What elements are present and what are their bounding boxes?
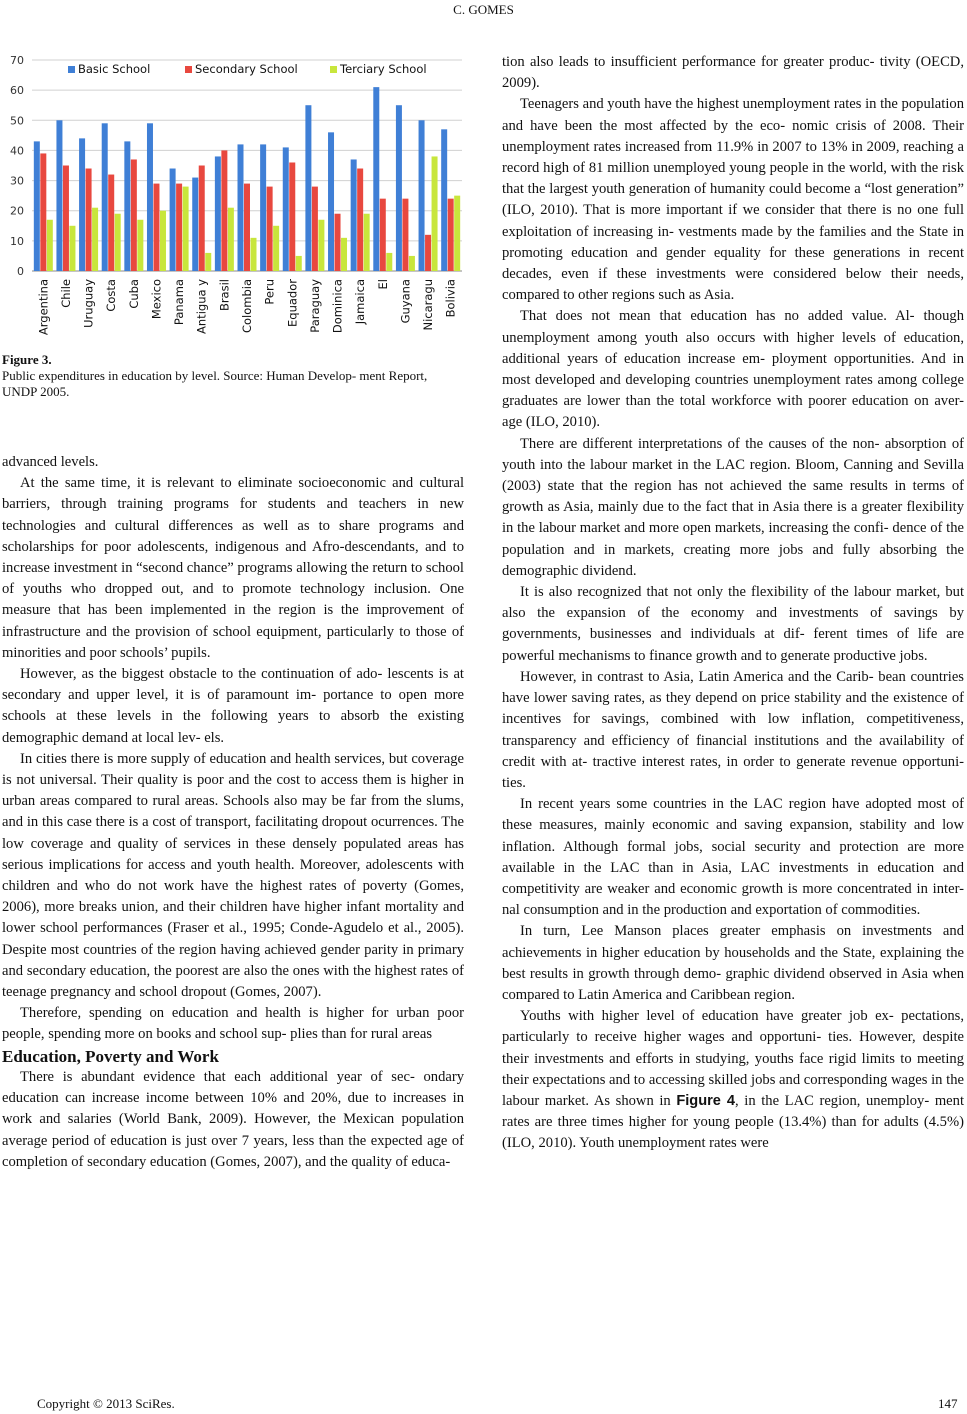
paragraph: There are different interpretations of the causes of the non- absorption of youth into the labour market in the LAC region. Bloom, Canning and Sevilla (2003) state that the region has not achieved the same results in terms of growth as Asia, mainly due to the fact that in Asia there is a greater flexibility in the labour market and more open markets, increasing the confi- dence of the population and in markets, creating more jobs and fully absorbing the demographic dividend.: [502, 435, 964, 579]
x-tick-label: Mexico: [149, 279, 164, 320]
bar: [56, 120, 62, 271]
bar: [40, 153, 46, 271]
x-tick-label: El: [375, 279, 390, 290]
bar: [260, 144, 266, 271]
bar: [86, 169, 92, 271]
bar: [69, 226, 75, 271]
x-tick-label: Bolivia: [443, 279, 458, 318]
x-tick-label: Jamaica: [353, 279, 368, 325]
bar: [251, 238, 257, 271]
paragraph: At the same time, it is relevant to eliminate socioeconomic and cultural barriers, through training programs for students and teachers in new technologies and cultural differences as well as to share programs and scholarships for poor adolescents, indigenous and Afro-descendants, and to increase investment in “second chance” programs allowing the return to school of youths who dropped out, and to promote technology inclusion. One measure that has been implemented in the region is the improvement of infrastructure and the provision of school equipment, particularly to those of minorities and poor schools’ pupils.: [2, 475, 464, 661]
x-tick-label: Costa: [104, 279, 119, 312]
bar: [147, 123, 153, 271]
bar: [244, 184, 250, 271]
x-tick-label: Dominica: [330, 279, 345, 334]
y-tick-label: 70: [10, 54, 24, 67]
bar: [432, 156, 438, 271]
bar: [153, 184, 159, 271]
paragraph-text: , in the LAC region, unemploy- ment rates are three times higher for young people (13.4%) than for adults (4.5%) (ILO, 2010). Youth unemployment rates were: [502, 1092, 964, 1152]
x-tick-label: Chile: [58, 279, 73, 308]
paragraph: Teenagers and youth have the highest unemployment rates in the population and have been the most affected by the eco- nomic crisis of 2008. Their unemployment rates increased from 11.9% in 2007 to 13% in 2009, reaching a record high of 81 million unemployed young people in the world, with the risk that the largest youth generation of humanity could become a “lost generation” (ILO, 2010). That is more important if we consider that there is no one full exploitation of increasing in- vestments made by the families and the State in promoting education and gender equality for these generations in recent decades, even if these investments were considered below their needs, compared to other regions such as Asia.: [502, 96, 964, 304]
y-tick-label: 50: [10, 114, 24, 128]
x-tick-label: Guyana: [398, 279, 413, 324]
x-tick-label: Antigua y: [194, 279, 209, 334]
bar: [441, 129, 447, 271]
y-tick-label: 40: [10, 144, 24, 158]
bar: [267, 187, 273, 271]
bar: [402, 199, 408, 271]
paragraph-text: Youths with higher level of education have greater job ex- pectations, particularly to receive higher wages and opportuni- ties. However, despite their investments and efforts in studying, youths face rigid limits to meeting their expectations and to accessing skilled jobs and corresponding wages in the labour market. As shown in: [502, 1008, 964, 1109]
bar: [124, 141, 130, 271]
bar: [386, 253, 392, 271]
bar: [289, 162, 295, 271]
left-column: [2, 452, 464, 1173]
bar: [318, 220, 324, 271]
bar: [364, 214, 370, 271]
paragraph: [502, 1006, 964, 1154]
paragraph: tion also leads to insufficient performance for greater produc- tivity (OECD, 2009).: [502, 54, 964, 92]
bar: [419, 120, 425, 271]
bar: [79, 138, 85, 271]
bar: [47, 220, 53, 271]
legend-label: Basic School: [78, 62, 151, 76]
bar: [448, 199, 454, 271]
bar: [137, 220, 143, 271]
bar: [205, 253, 211, 271]
bar: [160, 211, 166, 271]
right-column: [502, 52, 964, 1155]
paragraph: In cities there is more supply of education and health services, but coverage is not universal. Their quality is poor and the cost to access them is higher in urban areas compared to rural areas. Schools also may be far from the slums, and in this case there is a cost of transport, facilitating dropout ocurrences. The low coverage and quality of services in these densely populated areas has serious implications for access and youth health. Moreover, adolescents with children and who do not work have the highest rates of poverty (Gomes, 2006), more breaks union, and their children have higher infant mortality and lower school performances (Fraser et al., 1995; Conde-Agudelo et al., 2005). Despite most countries of the region having achieved gender parity in primary and secondary education, the poorest are also the ones with the highest rates of teenage pregnancy and school dropout (Gomes, 2007).: [2, 750, 464, 1001]
bar: [380, 199, 386, 271]
paragraph: However, as the biggest obstacle to the continuation of ado- lescents is at secondary and upper level, it is of paramount im- portance to open more schools at these levels in the following years to absorb the existing demographic demand at local lev- els.: [2, 666, 464, 746]
x-tick-label: Nicaragu: [421, 279, 436, 331]
x-tick-label: Peru: [262, 279, 277, 305]
bar: [192, 178, 198, 271]
y-tick-label: 10: [10, 234, 24, 248]
y-tick-label: 0: [17, 265, 24, 278]
legend-label: Terciary School: [340, 62, 427, 76]
bar: [115, 214, 121, 271]
bar-chart: [0, 52, 466, 348]
bar: [373, 87, 379, 271]
bar: [283, 147, 289, 271]
chart-svg: [0, 52, 466, 348]
figure-label: Figure 3.: [2, 352, 52, 367]
bar: [396, 105, 402, 271]
paragraph: In turn, Lee Manson places greater emphasis on investments and achievements in higher education by households and the State, explaining the best results in growth through demo- graphic dividend observed in Asia when compared to Latin America and Caribbean region.: [502, 923, 964, 1003]
bar: [409, 256, 415, 271]
bar: [92, 208, 98, 271]
paragraph: It is also recognized that not only the flexibility of the labour market, but also the expansion of the economy and investments of savings by governments, businesses and individuals at dif- ferent times of life are powerful mechanisms to finance growth and to generate productive jobs.: [502, 584, 964, 664]
figure-caption-text: Public expenditures in education by level. Source: Human Develop- ment Report, UNDP 2005.: [2, 368, 428, 399]
paragraph: That does not mean that education has no added value. Al- though unemployment among youth also occurs with higher levels of education, additional years of education increase em- ployment opportunities. And in most developed and developing countries unemployment rates among college graduates are lower than the total workforce with poorer education on aver- age (ILO, 2010).: [502, 308, 964, 431]
bar: [170, 169, 176, 271]
bar: [296, 256, 302, 271]
bar: [335, 214, 341, 271]
legend-swatch: [68, 66, 75, 73]
bar: [183, 187, 189, 271]
bar: [312, 187, 318, 271]
y-tick-label: 20: [10, 204, 24, 218]
bar: [63, 166, 69, 272]
bar: [34, 141, 40, 271]
bar: [102, 123, 108, 271]
x-tick-label: Uruguay: [81, 279, 96, 328]
bar: [108, 175, 114, 271]
figure-4-link[interactable]: Figure 4: [676, 1092, 736, 1109]
paragraph: advanced levels.: [2, 454, 99, 470]
bar: [273, 226, 279, 271]
y-tick-label: 60: [10, 84, 24, 98]
paragraph: However, in contrast to Asia, Latin America and the Carib- bean countries have lower saving rates, as they depend on price stability and the existence of incentives for savings, combined with low inflation, competitiveness, transparency and efficiency of financial institutions and the availability of credit with at- tractive interest rates, in order to generate revenue opportuni- ties.: [502, 668, 964, 791]
x-tick-label: Argentina: [36, 279, 51, 336]
x-tick-label: Equador: [285, 279, 300, 327]
bar: [328, 132, 334, 271]
bar: [199, 166, 205, 272]
bar: [176, 184, 182, 271]
bar: [341, 238, 347, 271]
page-number: 147: [938, 1396, 958, 1411]
x-tick-label: Brasil: [217, 279, 232, 312]
x-tick-label: Paraguay: [307, 279, 322, 333]
bar: [454, 196, 460, 271]
legend-swatch: [330, 66, 337, 73]
bar: [425, 235, 431, 271]
bar: [131, 159, 137, 271]
bar: [305, 105, 311, 271]
x-tick-label: Panama: [172, 279, 187, 326]
running-head: C. GOMES: [453, 2, 514, 17]
x-tick-label: Colombia: [240, 279, 254, 334]
bar: [357, 169, 363, 271]
copyright: Copyright © 2013 SciRes.: [37, 1396, 175, 1411]
section-heading: Education, Poverty and Work: [2, 1046, 219, 1066]
legend-swatch: [185, 66, 192, 73]
x-tick-label: Cuba: [126, 279, 141, 309]
bar: [228, 208, 234, 271]
bar: [221, 150, 227, 271]
y-tick-label: 30: [10, 174, 24, 188]
paragraph: Therefore, spending on education and health is higher for urban poor people, spending more on books and school sup- plies than for rural areas: [2, 1005, 464, 1043]
bar: [238, 144, 244, 271]
paragraph: In recent years some countries in the LAC region have adopted most of these measures, mainly economic and saving expansion, stability and low inflation. Although formal jobs, social security and protection are more available in the LAC than in Asia, LAC investments in education and competitivity are weaker and economic growth is more concentrated in inter- nal consumption and in the production and exportation of commodities.: [502, 796, 964, 919]
bar: [351, 159, 357, 271]
legend-label: Secondary School: [195, 62, 298, 76]
figure-caption: [2, 352, 464, 400]
bar: [215, 156, 221, 271]
paragraph: There is abundant evidence that each additional year of sec- ondary education can increase income between 10% and 20%, due to increases in work and salaries (World Bank, 2009). However, the Mexican population average period of education is just over 7 years, less than the expected age of completion of secondary education (Gomes, 2007), and the quality of educa-: [2, 1068, 464, 1170]
